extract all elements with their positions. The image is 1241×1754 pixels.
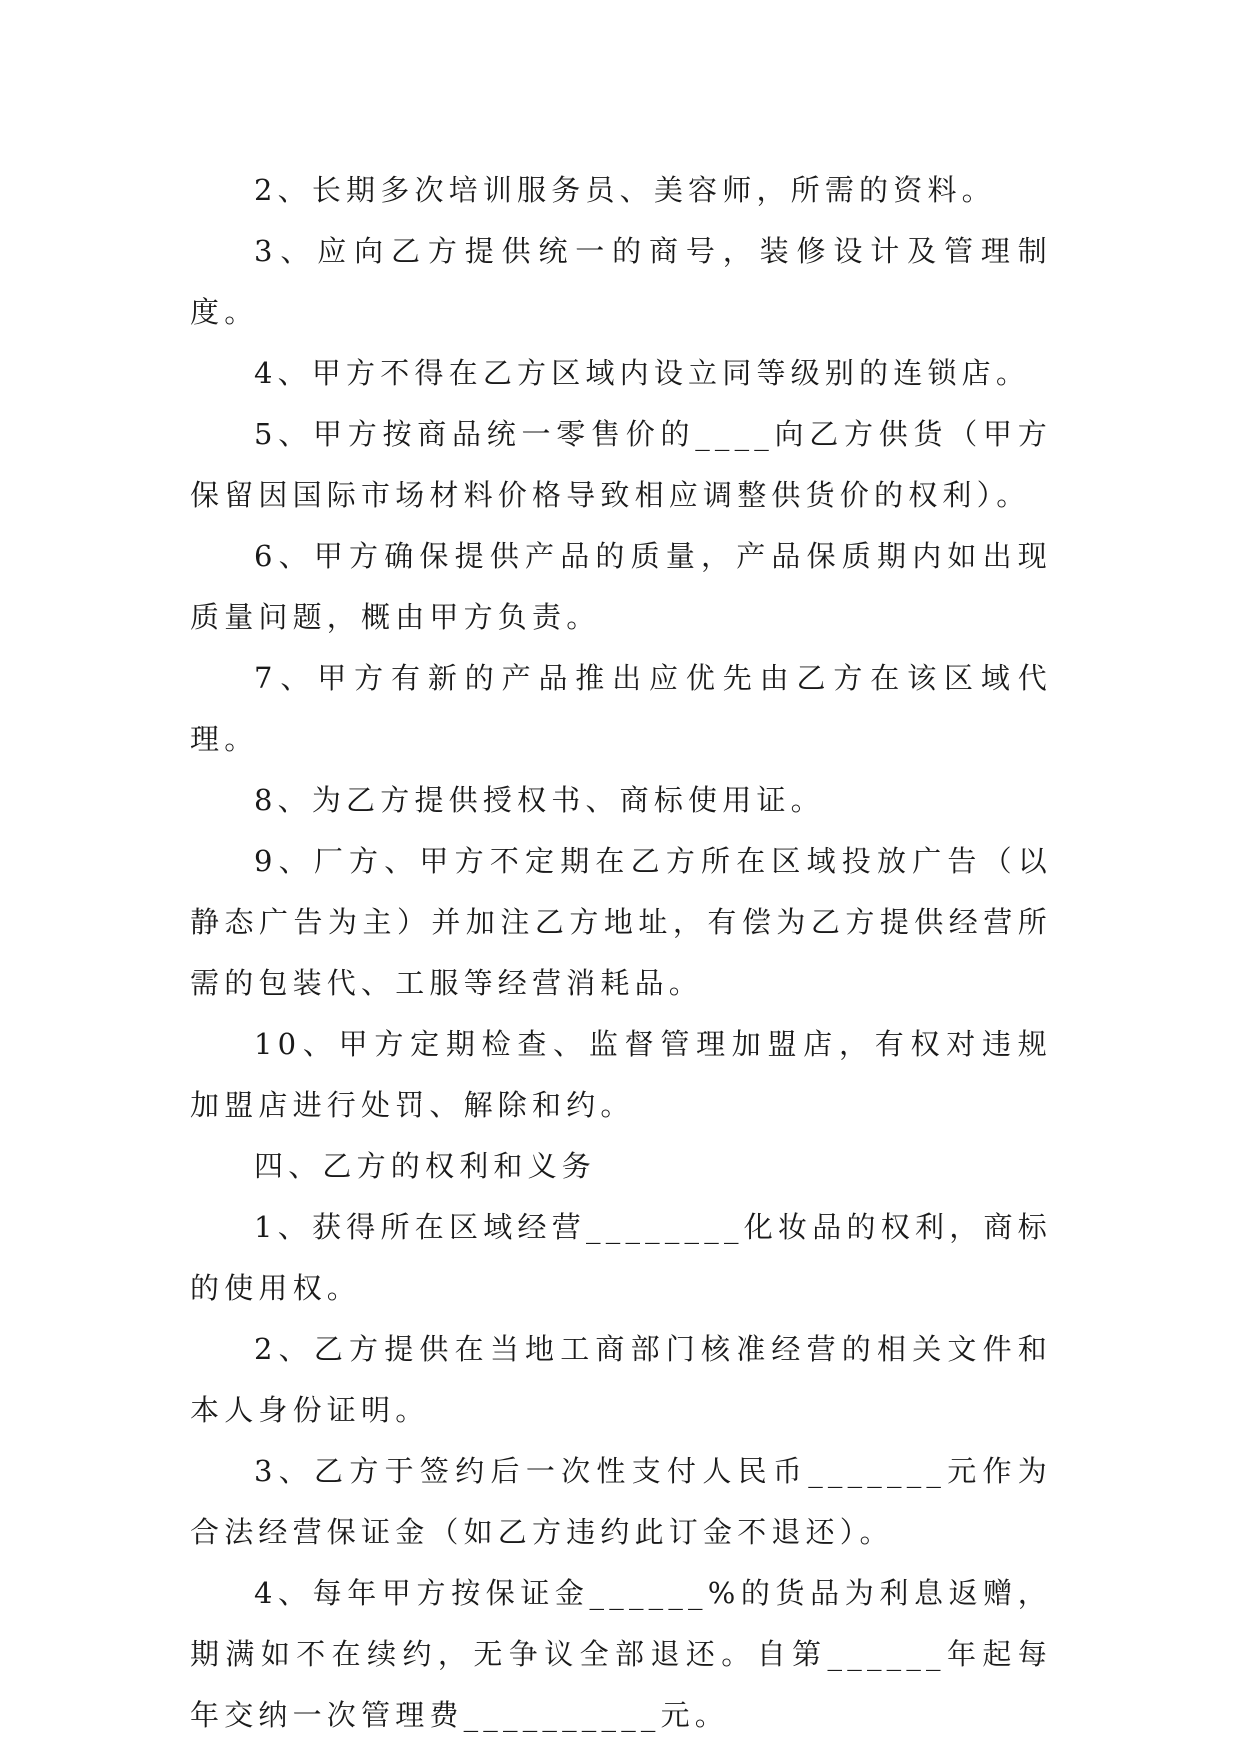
section-heading-party-b: 四、乙方的权利和义务 <box>254 1149 597 1183</box>
paragraph-party-a-6: 6、甲方确保提供产品的质量，产品保质期内如出现质量问题，概由甲方负责。 <box>190 539 1052 634</box>
paragraph-party-b-2: 2、乙方提供在当地工商部门核准经营的相关文件和本人身份证明。 <box>190 1332 1052 1427</box>
paragraph-party-a-9: 9、厂方、甲方不定期在乙方所在区域投放广告（以静态广告为主）并加注乙方地址，有偿为乙方提供经营所需的包装代、工服等经营消耗品。 <box>190 844 1052 1000</box>
paragraph-party-b-4: 4、每年甲方按保证金______%的货品为利息返赠，期满如不在续约，无争议全部退还。自第______年起每年交纳一次管理费__________元。 <box>190 1576 1052 1732</box>
paragraph-party-a-5: 5、甲方按商品统一零售价的____向乙方供货（甲方保留因国际市场材料价格导致相应调整供货价的权利）。 <box>190 417 1052 512</box>
paragraph-party-a-8: 8、为乙方提供授权书、商标使用证。 <box>254 783 825 817</box>
paragraph-party-a-7: 7、甲方有新的产品推出应优先由乙方在该区域代理。 <box>190 661 1052 756</box>
paragraph-party-b-3: 3、乙方于签约后一次性支付人民币_______元作为合法经营保证金（如乙方违约此订金不退还）。 <box>190 1454 1052 1549</box>
paragraph-party-a-3: 3、应向乙方提供统一的商号，装修设计及管理制度。 <box>190 234 1052 329</box>
paragraph-party-a-10: 10、甲方定期检查、监督管理加盟店，有权对违规加盟店进行处罚、解除和约。 <box>190 1027 1052 1122</box>
paragraph-party-a-4: 4、甲方不得在乙方区域内设立同等级别的连锁店。 <box>254 356 1031 390</box>
document-body <box>190 160 1052 1746</box>
paragraph-party-a-2: 2、长期多次培训服务员、美容师，所需的资料。 <box>254 173 996 207</box>
paragraph-party-b-1: 1、获得所在区域经营________化妆品的权利，商标的使用权。 <box>190 1210 1052 1305</box>
